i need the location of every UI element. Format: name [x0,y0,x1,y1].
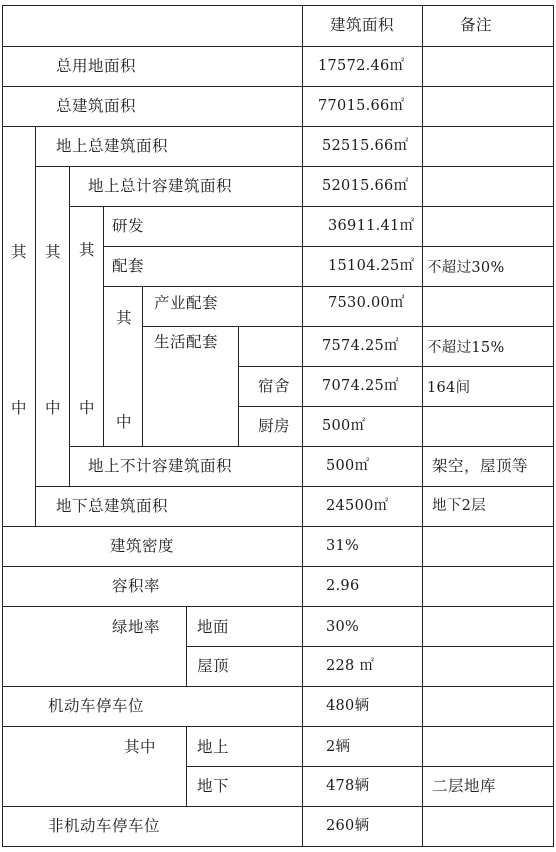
grid-line [103,206,104,446]
grid-line [186,646,554,647]
grid-line [186,726,187,806]
value-industry: 7530.00㎡ [328,295,405,311]
grid-line [553,5,554,846]
value-green-ground: 30% [326,619,360,635]
label-bike: 非机动车停车位 [48,817,161,835]
value-parking-above: 2辆 [326,739,351,755]
header-area: 建筑面积 [329,16,395,34]
grid-line [2,126,554,127]
label-dorm: 宿舍 [258,377,291,395]
grid-line [2,5,3,846]
grid-line [2,726,554,727]
grid-line [2,86,554,87]
grid-line [69,206,554,207]
qizhong-zhong-3: 中 [78,399,96,417]
label-far-gfa: 地上总计容建筑面积 [88,177,233,195]
grid-line [2,806,554,807]
qizhong-qi-3: 其 [78,241,96,259]
qizhong-qi-1: 其 [10,243,28,261]
grid-line [103,246,554,247]
value-far: 2.96 [326,578,360,594]
qizhong-zhong-2: 中 [44,399,62,417]
value-parking: 480辆 [326,698,370,714]
note-living: 不超过15% [427,340,505,356]
value-density: 31% [326,538,360,554]
label-non-far: 地上不计容建筑面积 [88,457,233,475]
header-note: 备注 [459,16,493,34]
qizhong-qi-2: 其 [44,243,62,261]
label-parking-above: 地上 [197,738,230,756]
value-dorm: 7074.25㎡ [322,378,399,394]
grid-line [186,766,554,767]
label-living: 生活配套 [154,333,219,351]
grid-line [2,46,554,47]
label-industry: 产业配套 [154,294,219,312]
label-parking-split: 其中 [124,738,157,756]
note-dorm: 164间 [427,380,471,396]
value-total-gfa: 77015.66㎡ [318,98,405,114]
qizhong-qi-4: 其 [115,309,133,327]
value-parking-below: 478辆 [326,778,370,794]
qizhong-zhong-1: 中 [10,399,28,417]
label-green-ground: 地面 [197,618,230,636]
grid-line [35,126,36,526]
value-green-roof: 228 ㎡ [326,658,375,674]
label-total-gfa: 总建筑面积 [56,97,137,115]
value-far-gfa: 52015.66㎡ [322,178,409,194]
value-living: 7574.25㎡ [322,338,399,354]
grid-line [238,326,239,446]
value-rd: 36911.41㎡ [328,218,415,234]
note-non-far: 架空，屋顶等 [432,457,529,475]
grid-line [35,166,554,167]
value-underground: 24500㎡ [326,498,389,514]
grid-line [302,5,303,846]
value-support: 15104.25㎡ [328,258,415,274]
grid-line [2,5,554,6]
label-kitchen: 厨房 [258,417,291,435]
grid-line [186,606,187,686]
grid-line [35,486,554,487]
value-kitchen: 500㎡ [322,418,366,434]
grid-line [142,286,143,446]
value-bike: 260辆 [326,818,370,834]
grid-line [238,406,554,407]
note-support: 不超过30% [427,260,505,276]
label-green: 绿地率 [112,618,161,636]
grid-line [69,446,554,447]
grid-line [2,526,554,527]
value-land-area: 17572.46㎡ [318,58,405,74]
label-parking-below: 地下 [197,777,230,795]
grid-line [69,166,70,486]
note-parking-below: 二层地库 [432,777,497,795]
value-non-far: 500㎡ [326,458,370,474]
qizhong-zhong-4: 中 [115,413,133,431]
grid-line [2,846,554,847]
label-land-area: 总用地面积 [56,57,137,75]
label-support: 配套 [112,257,145,275]
grid-line [238,366,554,367]
grid-line [142,326,554,327]
label-above-gfa: 地上总建筑面积 [56,137,169,155]
grid-line [2,686,554,687]
label-density: 建筑密度 [110,537,175,555]
grid-line [2,606,554,607]
note-underground: 地下2层 [432,498,486,514]
label-far: 容积率 [112,577,161,595]
grid-line [103,286,554,287]
grid-line [2,566,554,567]
label-parking: 机动车停车位 [48,697,145,715]
grid-line [422,5,423,846]
label-rd: 研发 [112,217,145,235]
label-green-roof: 屋顶 [197,657,230,675]
value-above-gfa: 52515.66㎡ [322,138,409,154]
label-underground: 地下总建筑面积 [56,497,169,515]
